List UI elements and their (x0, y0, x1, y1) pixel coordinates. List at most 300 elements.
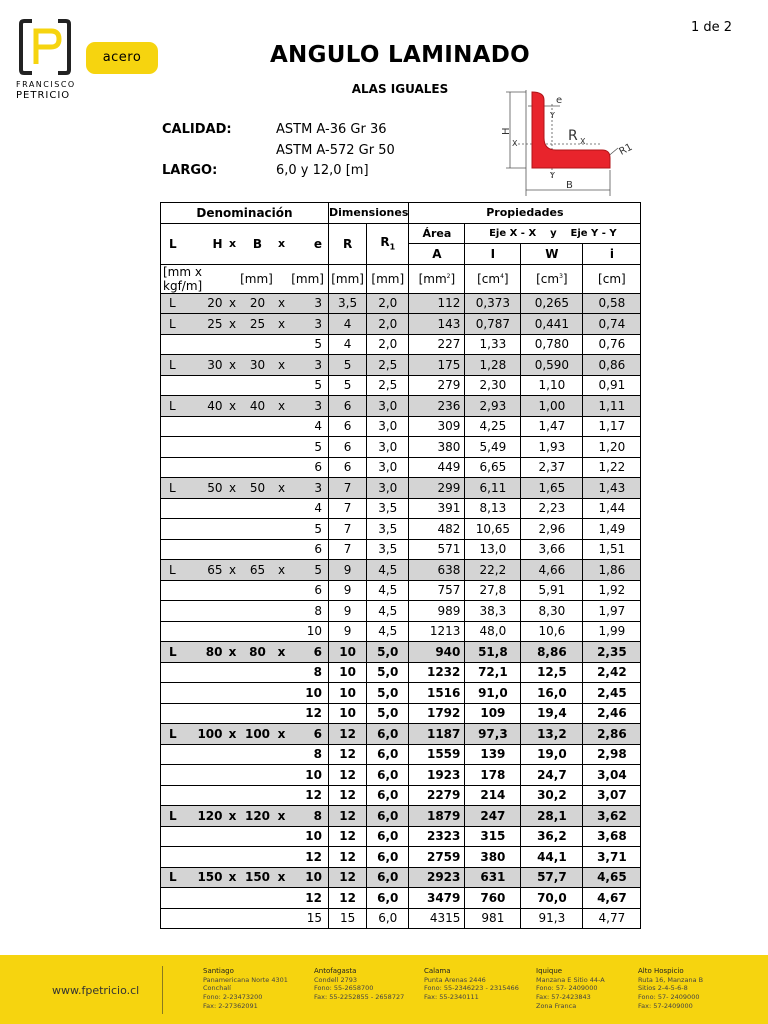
cell-i: 48,0 (465, 621, 521, 642)
cell-x2 (275, 519, 289, 540)
cell-e: 10 (289, 621, 329, 642)
table-row (161, 806, 641, 827)
cell-r1: 6,0 (367, 826, 409, 847)
cell-b (241, 621, 275, 642)
cell-b (241, 539, 275, 560)
cell-l (161, 703, 187, 724)
cell-h: 25 (187, 314, 225, 335)
unit-inertia: $[cm^4]$ (465, 264, 521, 293)
cell-a: 380 (409, 437, 465, 458)
cell-e: 8 (289, 806, 329, 827)
cell-h: 50 (187, 478, 225, 499)
cell-i: 1,92 (583, 580, 641, 601)
cell-h (187, 662, 225, 683)
cell-h (187, 437, 225, 458)
cell-x1 (225, 703, 241, 724)
cell-x1 (225, 826, 241, 847)
cell-i: 1,11 (583, 396, 641, 417)
table-row (161, 867, 641, 888)
cell-a: 638 (409, 560, 465, 581)
table-row (161, 765, 641, 786)
cell-r1: 3,0 (367, 437, 409, 458)
footer-divider (162, 966, 163, 1014)
cell-r: 12 (329, 867, 367, 888)
cell-r: 12 (329, 724, 367, 745)
cell-l (161, 744, 187, 765)
cell-i: 3,04 (583, 765, 641, 786)
cell-r1: 4,5 (367, 621, 409, 642)
cell-h (187, 908, 225, 929)
cell-b (241, 416, 275, 437)
cell-r: 12 (329, 847, 367, 868)
cell-b (241, 908, 275, 929)
cell-x2 (275, 601, 289, 622)
cell-i: 2,46 (583, 703, 641, 724)
cell-w: 8,30 (521, 601, 583, 622)
table-row (161, 560, 641, 581)
cell-e: 8 (289, 662, 329, 683)
unit-w: $[cm^3]$ (521, 264, 583, 293)
cell-b: 50 (241, 478, 275, 499)
cell-e: 15 (289, 908, 329, 929)
cell-i: 2,35 (583, 642, 641, 663)
cell-r1: 6,0 (367, 744, 409, 765)
cell-x1 (225, 334, 241, 355)
cell-i: 4,65 (583, 867, 641, 888)
cell-a: 1232 (409, 662, 465, 683)
cell-x1: x (225, 314, 241, 335)
cell-x1 (225, 457, 241, 478)
table-row (161, 847, 641, 868)
cell-b: 80 (241, 642, 275, 663)
header-axis: Eje X - X y Eje Y - Y (465, 223, 641, 244)
cell-i: 1,44 (583, 498, 641, 519)
table-row (161, 621, 641, 642)
cell-b (241, 703, 275, 724)
cell-i: 315 (465, 826, 521, 847)
cell-x2 (275, 437, 289, 458)
cell-i: 631 (465, 867, 521, 888)
cell-w: 1,65 (521, 478, 583, 499)
cell-r: 10 (329, 642, 367, 663)
cell-a: 299 (409, 478, 465, 499)
table-row (161, 355, 641, 376)
largo-value: 6,0 y 12,0 [m] (276, 163, 369, 178)
cell-x1 (225, 580, 241, 601)
table-row (161, 601, 641, 622)
cell-i: 6,65 (465, 457, 521, 478)
cell-x2: x (275, 355, 289, 376)
office-line: Fono: 55-2346223 - 2315466 (424, 984, 519, 993)
cell-x2 (275, 785, 289, 806)
table-row (161, 724, 641, 745)
cell-a: 757 (409, 580, 465, 601)
cell-l (161, 826, 187, 847)
calidad-label: CALIDAD: (162, 122, 232, 137)
cell-r: 6 (329, 457, 367, 478)
cell-a: 1792 (409, 703, 465, 724)
cell-e: 10 (289, 765, 329, 786)
office-line: Fax: 57-2423843 (536, 993, 591, 1002)
header-col-r: R (329, 223, 367, 264)
cell-x1: x (225, 293, 241, 314)
cell-r1: 5,0 (367, 662, 409, 683)
cell-a: 227 (409, 334, 465, 355)
cell-w: 0,441 (521, 314, 583, 335)
cell-x2 (275, 744, 289, 765)
cell-i: 2,42 (583, 662, 641, 683)
cell-b (241, 847, 275, 868)
cell-x2 (275, 703, 289, 724)
cell-e: 8 (289, 601, 329, 622)
cell-a: 1213 (409, 621, 465, 642)
cell-x2: x (275, 724, 289, 745)
cell-i: 4,25 (465, 416, 521, 437)
cell-r1: 5,0 (367, 683, 409, 704)
table-row (161, 416, 641, 437)
cell-i: 0,58 (583, 293, 641, 314)
website-link[interactable]: www.fpetricio.cl (52, 984, 140, 997)
office-line: Fono: 55-2658700 (314, 984, 374, 993)
cell-a: 4315 (409, 908, 465, 929)
cell-w: 1,47 (521, 416, 583, 437)
cell-x2 (275, 662, 289, 683)
office-line: Fax: 2-27362091 (203, 1001, 258, 1010)
cell-a: 2323 (409, 826, 465, 847)
cell-e: 10 (289, 826, 329, 847)
cell-h (187, 580, 225, 601)
cell-i: 97,3 (465, 724, 521, 745)
cell-h (187, 539, 225, 560)
cell-h: 120 (187, 806, 225, 827)
cell-l: L (161, 724, 187, 745)
cell-x1 (225, 765, 241, 786)
unit-hb: [mm] (225, 264, 289, 293)
cell-x1 (225, 519, 241, 540)
cell-w: 4,66 (521, 560, 583, 581)
cell-r1: 3,5 (367, 498, 409, 519)
cell-i: 91,0 (465, 683, 521, 704)
cell-i: 3,71 (583, 847, 641, 868)
cell-l (161, 601, 187, 622)
document-title: ANGULO LAMINADO (269, 42, 531, 68)
cell-r1: 2,0 (367, 314, 409, 335)
cell-e: 12 (289, 703, 329, 724)
cell-x1 (225, 744, 241, 765)
cell-w: 0,265 (521, 293, 583, 314)
table-row (161, 888, 641, 909)
cell-i: 1,17 (583, 416, 641, 437)
cell-a: 143 (409, 314, 465, 335)
francisco-petricio-logo-icon (18, 18, 72, 76)
cell-x2 (275, 580, 289, 601)
cell-w: 24,7 (521, 765, 583, 786)
cell-w: 0,590 (521, 355, 583, 376)
cell-a: 2279 (409, 785, 465, 806)
cell-l (161, 498, 187, 519)
cell-r: 7 (329, 498, 367, 519)
cell-x2: x (275, 867, 289, 888)
header-col-h: H (187, 223, 225, 264)
document-subtitle: ALAS IGUALES (351, 82, 449, 96)
cell-r: 9 (329, 560, 367, 581)
cell-i: 10,65 (465, 519, 521, 540)
cell-x1 (225, 375, 241, 396)
cell-b: 150 (241, 867, 275, 888)
cell-i: 109 (465, 703, 521, 724)
cell-l (161, 765, 187, 786)
cell-b (241, 662, 275, 683)
cell-h: 150 (187, 867, 225, 888)
office-calama (424, 967, 519, 1002)
cell-r1: 6,0 (367, 847, 409, 868)
cell-x2 (275, 498, 289, 519)
cell-a: 940 (409, 642, 465, 663)
cell-l (161, 416, 187, 437)
cell-x2 (275, 621, 289, 642)
diagram-label-y-top: Y (550, 111, 555, 120)
cell-r1: 2,0 (367, 293, 409, 314)
cell-i: 13,0 (465, 539, 521, 560)
header-col-e: e (289, 223, 329, 264)
cell-b: 40 (241, 396, 275, 417)
table-row (161, 785, 641, 806)
unit-r: [mm] (329, 264, 367, 293)
cell-e: 6 (289, 457, 329, 478)
cell-h (187, 601, 225, 622)
cell-h (187, 457, 225, 478)
cell-h (187, 785, 225, 806)
header-dimensiones: Dimensiones (329, 203, 409, 224)
diagram-label-r1: R1 (617, 141, 635, 158)
cell-b (241, 785, 275, 806)
cell-e: 3 (289, 314, 329, 335)
cell-h: 40 (187, 396, 225, 417)
cell-r1: 4,5 (367, 601, 409, 622)
cell-i: 22,2 (465, 560, 521, 581)
header-col-a: A (409, 244, 465, 265)
cell-w: 1,00 (521, 396, 583, 417)
header-area: Área (409, 223, 465, 244)
cell-b: 65 (241, 560, 275, 581)
office-line: Fax: 55-2252855 - 2658727 (314, 993, 405, 1002)
cell-e: 3 (289, 478, 329, 499)
cell-b: 120 (241, 806, 275, 827)
cell-i: 5,49 (465, 437, 521, 458)
cell-l (161, 457, 187, 478)
cell-r: 4 (329, 334, 367, 355)
cell-x1 (225, 437, 241, 458)
cell-i: 380 (465, 847, 521, 868)
cell-a: 2923 (409, 867, 465, 888)
cell-w: 36,2 (521, 826, 583, 847)
cell-r1: 3,0 (367, 457, 409, 478)
cell-x1 (225, 847, 241, 868)
cell-r1: 6,0 (367, 724, 409, 745)
cell-r1: 5,0 (367, 703, 409, 724)
office-line: Fono: 57- 2409000 (536, 984, 598, 993)
cell-l: L (161, 293, 187, 314)
cell-x2: x (275, 478, 289, 499)
calidad-value-1: ASTM A-36 Gr 36 (276, 122, 387, 137)
cell-b: 30 (241, 355, 275, 376)
cell-r1: 5,0 (367, 642, 409, 663)
angle-profile-diagram (498, 86, 640, 198)
cell-i: 1,51 (583, 539, 641, 560)
cell-i: 0,74 (583, 314, 641, 335)
cell-r1: 4,5 (367, 560, 409, 581)
cell-r1: 2,5 (367, 375, 409, 396)
cell-e: 12 (289, 847, 329, 868)
cell-x2: x (275, 396, 289, 417)
cell-l (161, 539, 187, 560)
cell-x1 (225, 888, 241, 909)
cell-b (241, 888, 275, 909)
calidad-value-2: ASTM A-572 Gr 50 (276, 143, 395, 158)
cell-l (161, 847, 187, 868)
cell-i: 0,91 (583, 375, 641, 396)
cell-x2 (275, 416, 289, 437)
cell-i: 1,49 (583, 519, 641, 540)
cell-l (161, 437, 187, 458)
cell-i: 2,45 (583, 683, 641, 704)
cell-a: 309 (409, 416, 465, 437)
cell-e: 5 (289, 334, 329, 355)
cell-w: 57,7 (521, 867, 583, 888)
cell-x1 (225, 416, 241, 437)
cell-h (187, 847, 225, 868)
table-row (161, 293, 641, 314)
cell-r: 7 (329, 519, 367, 540)
cell-h (187, 703, 225, 724)
cell-w: 8,86 (521, 642, 583, 663)
cell-l (161, 621, 187, 642)
cell-e: 5 (289, 560, 329, 581)
cell-i: 0,76 (583, 334, 641, 355)
table-row (161, 375, 641, 396)
cell-a: 1923 (409, 765, 465, 786)
cell-w: 1,10 (521, 375, 583, 396)
cell-w: 1,93 (521, 437, 583, 458)
cell-x1 (225, 662, 241, 683)
cell-h: 20 (187, 293, 225, 314)
office-city: Calama (424, 967, 451, 975)
office-line: Zona Franca (536, 1001, 577, 1010)
cell-h: 30 (187, 355, 225, 376)
office-iquique (536, 967, 605, 1011)
cell-l (161, 888, 187, 909)
cell-i: 1,22 (583, 457, 641, 478)
unit-mass: [mm x kgf/m] (161, 264, 225, 293)
cell-b (241, 375, 275, 396)
cell-h (187, 744, 225, 765)
cell-w: 2,37 (521, 457, 583, 478)
cell-r: 9 (329, 580, 367, 601)
cell-x2 (275, 888, 289, 909)
table-row (161, 580, 641, 601)
cell-i: 4,77 (583, 908, 641, 929)
cell-r1: 6,0 (367, 867, 409, 888)
cell-e: 5 (289, 519, 329, 540)
diagram-label-x-right: X (580, 137, 586, 146)
table-row (161, 437, 641, 458)
cell-e: 12 (289, 785, 329, 806)
header-col-inertia: I (465, 244, 521, 265)
cell-i: 1,33 (465, 334, 521, 355)
cell-i: 3,62 (583, 806, 641, 827)
table-row (161, 539, 641, 560)
cell-i: 8,13 (465, 498, 521, 519)
cell-l: L (161, 560, 187, 581)
cell-x2 (275, 847, 289, 868)
cell-i: 1,43 (583, 478, 641, 499)
header-denominacion: Denominación (161, 203, 329, 224)
cell-l: L (161, 396, 187, 417)
table-row (161, 519, 641, 540)
cell-l (161, 683, 187, 704)
cell-r1: 2,5 (367, 355, 409, 376)
cell-a: 391 (409, 498, 465, 519)
office-line: Ruta 16, Manzana B (638, 975, 704, 984)
table-row (161, 334, 641, 355)
diagram-label-e: e (556, 95, 563, 106)
cell-i: 760 (465, 888, 521, 909)
cell-i: 2,93 (465, 396, 521, 417)
cell-x2 (275, 375, 289, 396)
cell-x1: x (225, 867, 241, 888)
table-row (161, 703, 641, 724)
table-row (161, 908, 641, 929)
cell-e: 5 (289, 375, 329, 396)
cell-i: 2,98 (583, 744, 641, 765)
cell-x1 (225, 539, 241, 560)
cell-h (187, 519, 225, 540)
cell-e: 3 (289, 396, 329, 417)
cell-r1: 3,0 (367, 396, 409, 417)
cell-i: 1,86 (583, 560, 641, 581)
cell-b (241, 437, 275, 458)
cell-x1: x (225, 355, 241, 376)
cell-x1: x (225, 806, 241, 827)
cell-e: 3 (289, 293, 329, 314)
cell-b (241, 498, 275, 519)
cell-r: 7 (329, 539, 367, 560)
cell-r: 12 (329, 888, 367, 909)
cell-r: 7 (329, 478, 367, 499)
cell-i: 178 (465, 765, 521, 786)
cell-h (187, 334, 225, 355)
cell-r: 12 (329, 826, 367, 847)
cell-a: 236 (409, 396, 465, 417)
office-line: Manzana E Sitio 44-A (536, 975, 605, 984)
cell-r: 6 (329, 416, 367, 437)
cell-e: 6 (289, 539, 329, 560)
cell-b (241, 457, 275, 478)
cell-r1: 6,0 (367, 888, 409, 909)
cell-a: 482 (409, 519, 465, 540)
cell-i: 4,67 (583, 888, 641, 909)
cell-r: 10 (329, 683, 367, 704)
cell-b (241, 765, 275, 786)
cell-e: 4 (289, 416, 329, 437)
header-col-x2: x (275, 223, 289, 264)
office-line: Punta Arenas 2446 (424, 975, 486, 984)
cell-w: 28,1 (521, 806, 583, 827)
office-city: Alto Hospicio (638, 967, 684, 975)
cell-x2: x (275, 806, 289, 827)
cell-x1 (225, 683, 241, 704)
cell-x2 (275, 457, 289, 478)
